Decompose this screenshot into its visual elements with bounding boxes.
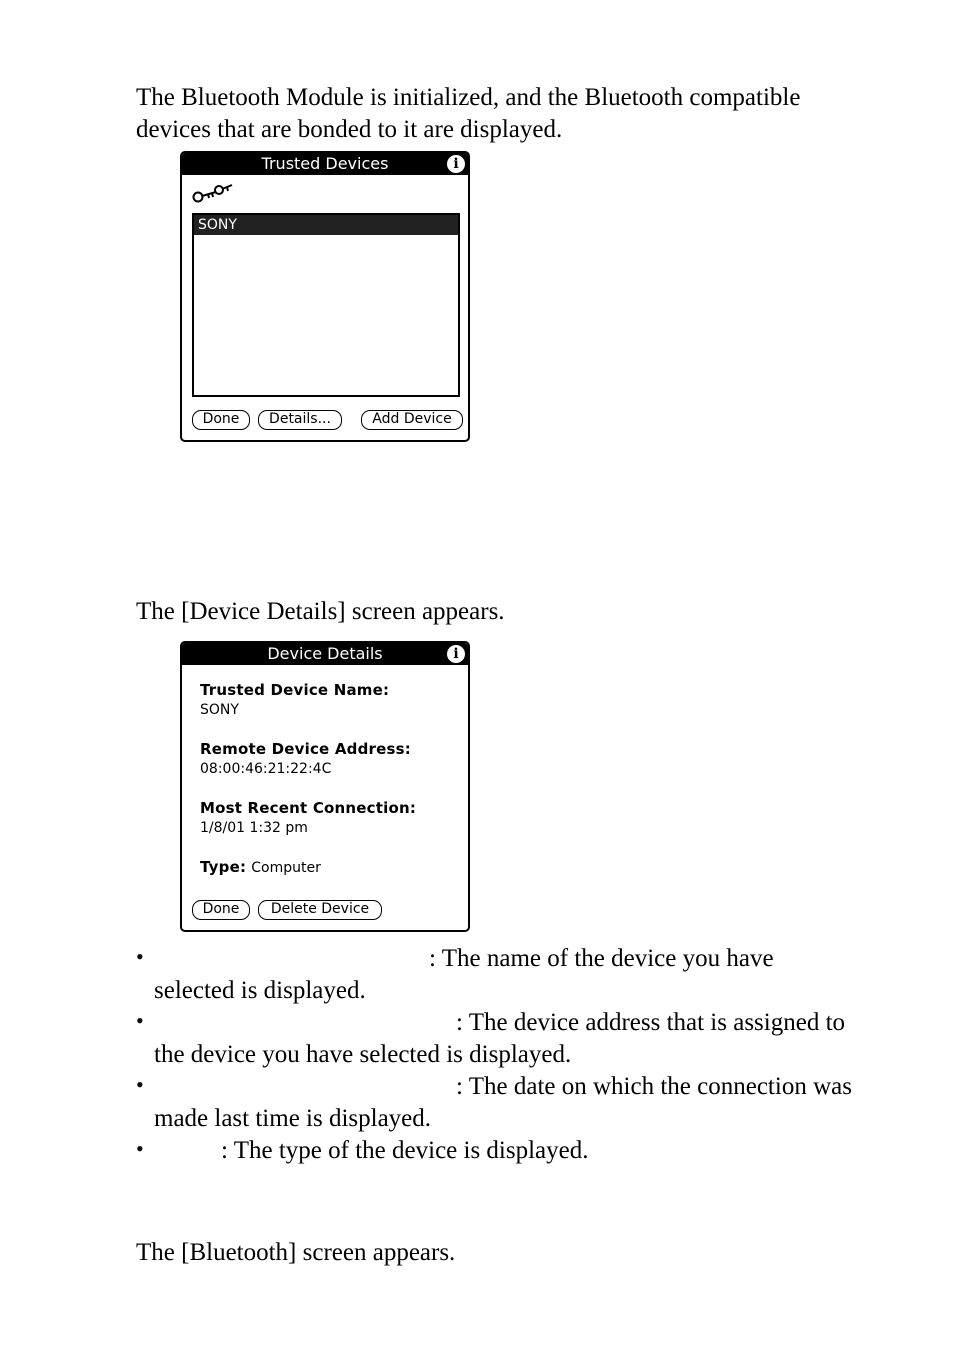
device-type-field: [200, 857, 321, 878]
trusted-devices-dialog: [180, 151, 470, 442]
bullet-text: : The type of the device is displayed.: [221, 1137, 589, 1164]
trusted-device-list[interactable]: [192, 213, 460, 397]
bullet-marker: •: [136, 944, 144, 969]
recent-connection-value: 1/8/01 1:32 pm: [200, 820, 308, 836]
device-address-value: 08:00:46:21:22:4C: [200, 761, 332, 777]
delete-device-button[interactable]: Delete Device: [258, 900, 382, 920]
dialog-titlebar: [182, 153, 468, 175]
dialog-title: Device Details: [267, 644, 383, 663]
recent-connection-field: [200, 798, 416, 838]
device-name-field: [200, 680, 389, 720]
recent-connection-label: Most Recent Connection:: [200, 799, 417, 817]
bullet-marker: •: [136, 1072, 144, 1097]
bullet-text: : The date on which the connection was made last time is displayed.: [154, 1073, 852, 1132]
device-address-field: [200, 739, 411, 779]
device-name-value: SONY: [200, 702, 239, 718]
details-button[interactable]: Details...: [258, 410, 342, 430]
add-device-button[interactable]: Add Device: [361, 410, 463, 430]
dialog-titlebar: [182, 643, 468, 665]
dialog-title: Trusted Devices: [261, 154, 389, 173]
bullet-text: : The name of the device you have selected is displayed.: [154, 945, 774, 1004]
details-intro-paragraph: The [Device Details] screen appears.: [136, 598, 505, 625]
info-icon[interactable]: i: [447, 645, 465, 663]
outro-paragraph: The [Bluetooth] screen appears.: [136, 1239, 456, 1266]
info-icon[interactable]: i: [447, 155, 465, 173]
bullet-text: : The device address that is assigned to the device you have selected is displayed.: [154, 1009, 846, 1068]
key-icon: [192, 181, 234, 205]
device-address-label: Remote Device Address:: [200, 740, 411, 758]
bullet-marker: •: [136, 1136, 144, 1161]
intro-paragraph: The Bluetooth Module is initialized, and the Bluetooth compatible devices that are bonded to it are displayed.: [136, 84, 801, 143]
done-button[interactable]: Done: [192, 410, 250, 430]
device-name-label: Trusted Device Name:: [200, 681, 390, 699]
list-item[interactable]: SONY: [194, 215, 458, 235]
device-type-label: Type:: [200, 858, 247, 876]
done-button[interactable]: Done: [192, 900, 250, 920]
device-details-dialog: [180, 641, 470, 932]
bullet-marker: •: [136, 1008, 144, 1033]
device-type-value: Computer: [251, 860, 321, 876]
